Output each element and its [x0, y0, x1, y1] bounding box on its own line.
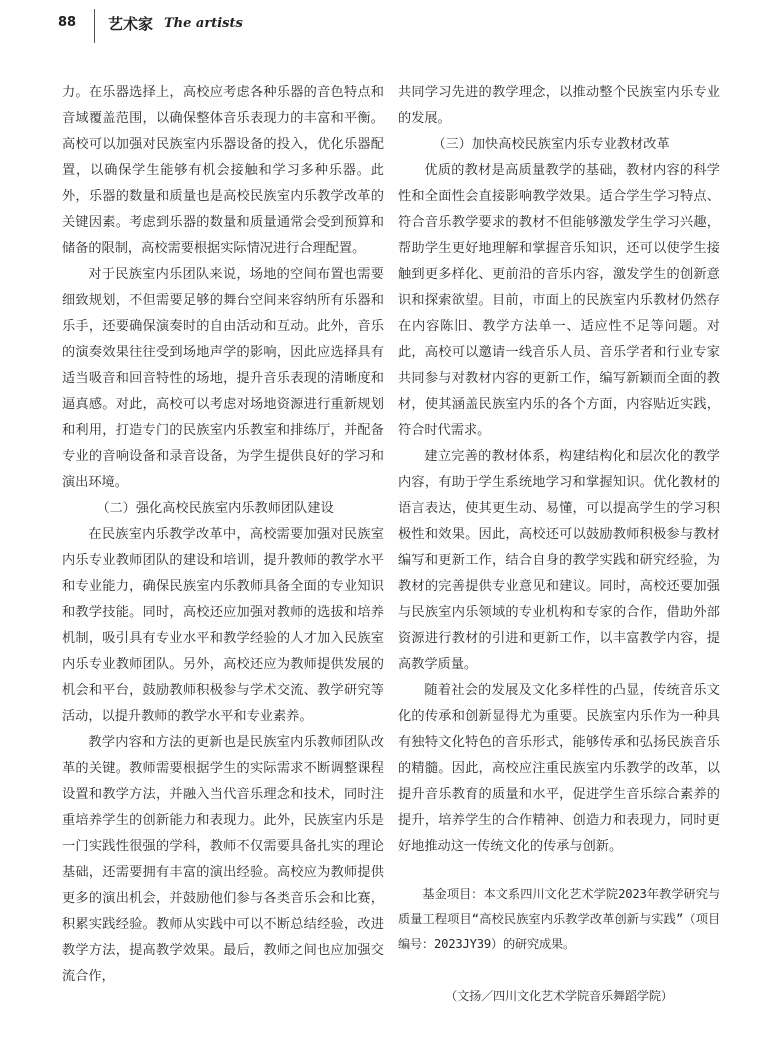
paragraph: 在民族室内乐教学改革中，高校需要加强对民族室内乐专业教师团队的建设和培训，提升教师的教学水平和专业能力，确保民族室内乐教师具备全面的专业知识和教学技能。同时，高校还应加强对教师的选拔和培养机制，吸引具有专业水平和教学经验的人才加入民族室内乐专业教师团队。另外，高校还应为教师提供发展的机会和平台，鼓励教师积极参与学术交流、教学研究等活动，以提升教师的教学水平和专业素养。 [62, 527, 384, 724]
right-column [398, 80, 720, 1009]
paragraph: 建立完善的教材体系，构建结构化和层次化的教学内容，有助于学生系统地学习和掌握知识。优化教材的语言表达，使其更生动、易懂，可以提高学生的学习积极性和效果。因此，高校还可以鼓励教师积极参与教材编写和更新工作，结合自身的教学实践和研究经验，为教材的完善提供专业意见和建议。同时，高校还要加强与民族室内乐领域的专业机构和专家的合作，借助外部资源进行教材的引进和更新工作，以丰富教学内容，提高教学质量。 [398, 449, 720, 672]
page-header [0, 0, 783, 50]
page-number: 88 [58, 15, 77, 30]
fund-note: 基金项目：本文系四川文化艺术学院2023年教学研究与质量工程项目“高校民族室内乐教学改革创新与实践”（项目编号：2023JY39）的研究成果。 [398, 887, 720, 951]
paragraph: 教学内容和方法的更新也是民族室内乐教师团队改革的关键。教师需要根据学生的实际需求不断调整课程设置和教学方法，并融入当代音乐理念和技术，同时注重培养学生的创新能力和表现力。此外，民族室内乐是一门实践性很强的学科，教师不仅需要具备扎实的理论基础，还需要拥有丰富的演出经验。高校应为教师提供更多的演出机会，并鼓励他们参与各类音乐会和比赛，积累实践经验。教师从实践中可以不断总结经验，改进教学方法，提高教学效果。最后，教师之间也应加强交流合作， [62, 735, 384, 984]
author-affiliation: （文扬／四川文化艺术学院音乐舞蹈学院） [445, 989, 673, 1003]
paragraph: 力。在乐器选择上，高校应考虑各种乐器的音色特点和音域覆盖范围，以确保整体音乐表现力的丰富和平衡。高校可以加强对民族室内乐器设备的投入，优化乐器配置，以确保学生能够有机会接触和学习多种乐器。此外，乐器的数量和质量也是高校民族室内乐教学改革的关键因素。考虑到乐器的数量和质量通常会受到预算和储备的限制，高校需要根据实际情况进行合理配置。 [62, 85, 384, 256]
header-divider [94, 9, 95, 43]
paragraph: 对于民族室内乐团队来说，场地的空间布置也需要细致规划，不但需要足够的舞台空间来容纳所有乐器和乐手，还要确保演奏时的自由活动和互动。此外，音乐的演奏效果往往受到场地声学的影响，因此应选择具有适当吸音和回音特性的场地，提升音乐表现的清晰度和逼真感。对此，高校可以考虑对场地资源进行重新规划和利用，打造专门的民族室内乐教室和排练厅，并配备专业的音响设备和录音设备，为学生提供良好的学习和演出环境。 [62, 267, 384, 490]
magazine-title-en: The artists [164, 16, 243, 31]
section-heading: （三）加快高校民族室内乐专业教材改革 [432, 137, 670, 152]
paragraph: 优质的教材是高质量教学的基础，教材内容的科学性和全面性会直接影响教学效果。适合学生学习特点、符合音乐教学要求的教材不但能够激发学生学习兴趣，帮助学生更好地理解和掌握音乐知识，还可以使学生接触到更多样化、更前沿的音乐内容，激发学生的创新意识和探索欲望。目前，市面上的民族室内乐教材仍然存在内容陈旧、教学方法单一、适应性不足等问题。对此，高校可以邀请一线音乐人员、音乐学者和行业专家共同参与对教材内容的更新工作，编写新颖而全面的教材，使其涵盖民族室内乐的各个方面，内容贴近实践，符合时代需求。 [398, 163, 720, 438]
section-heading: （二）强化高校民族室内乐教师团队建设 [96, 501, 334, 516]
paragraph: 随着社会的发展及文化多样性的凸显，传统音乐文化的传承和创新显得尤为重要。民族室内乐作为一种具有独特文化特色的音乐形式，能够传承和弘扬民族音乐的精髓。因此，高校应注重民族室内乐教学的改革，以提升音乐教育的质量和水平，促进学生音乐综合素养的提升，培养学生的合作精神、创造力和表现力，同时更好地推动这一传统文化的传承与创新。 [398, 683, 720, 854]
paragraph: 共同学习先进的教学理念，以推动整个民族室内乐专业的发展。 [398, 85, 720, 126]
magazine-title-cn: 艺术家 [108, 15, 154, 33]
left-column [62, 80, 384, 990]
